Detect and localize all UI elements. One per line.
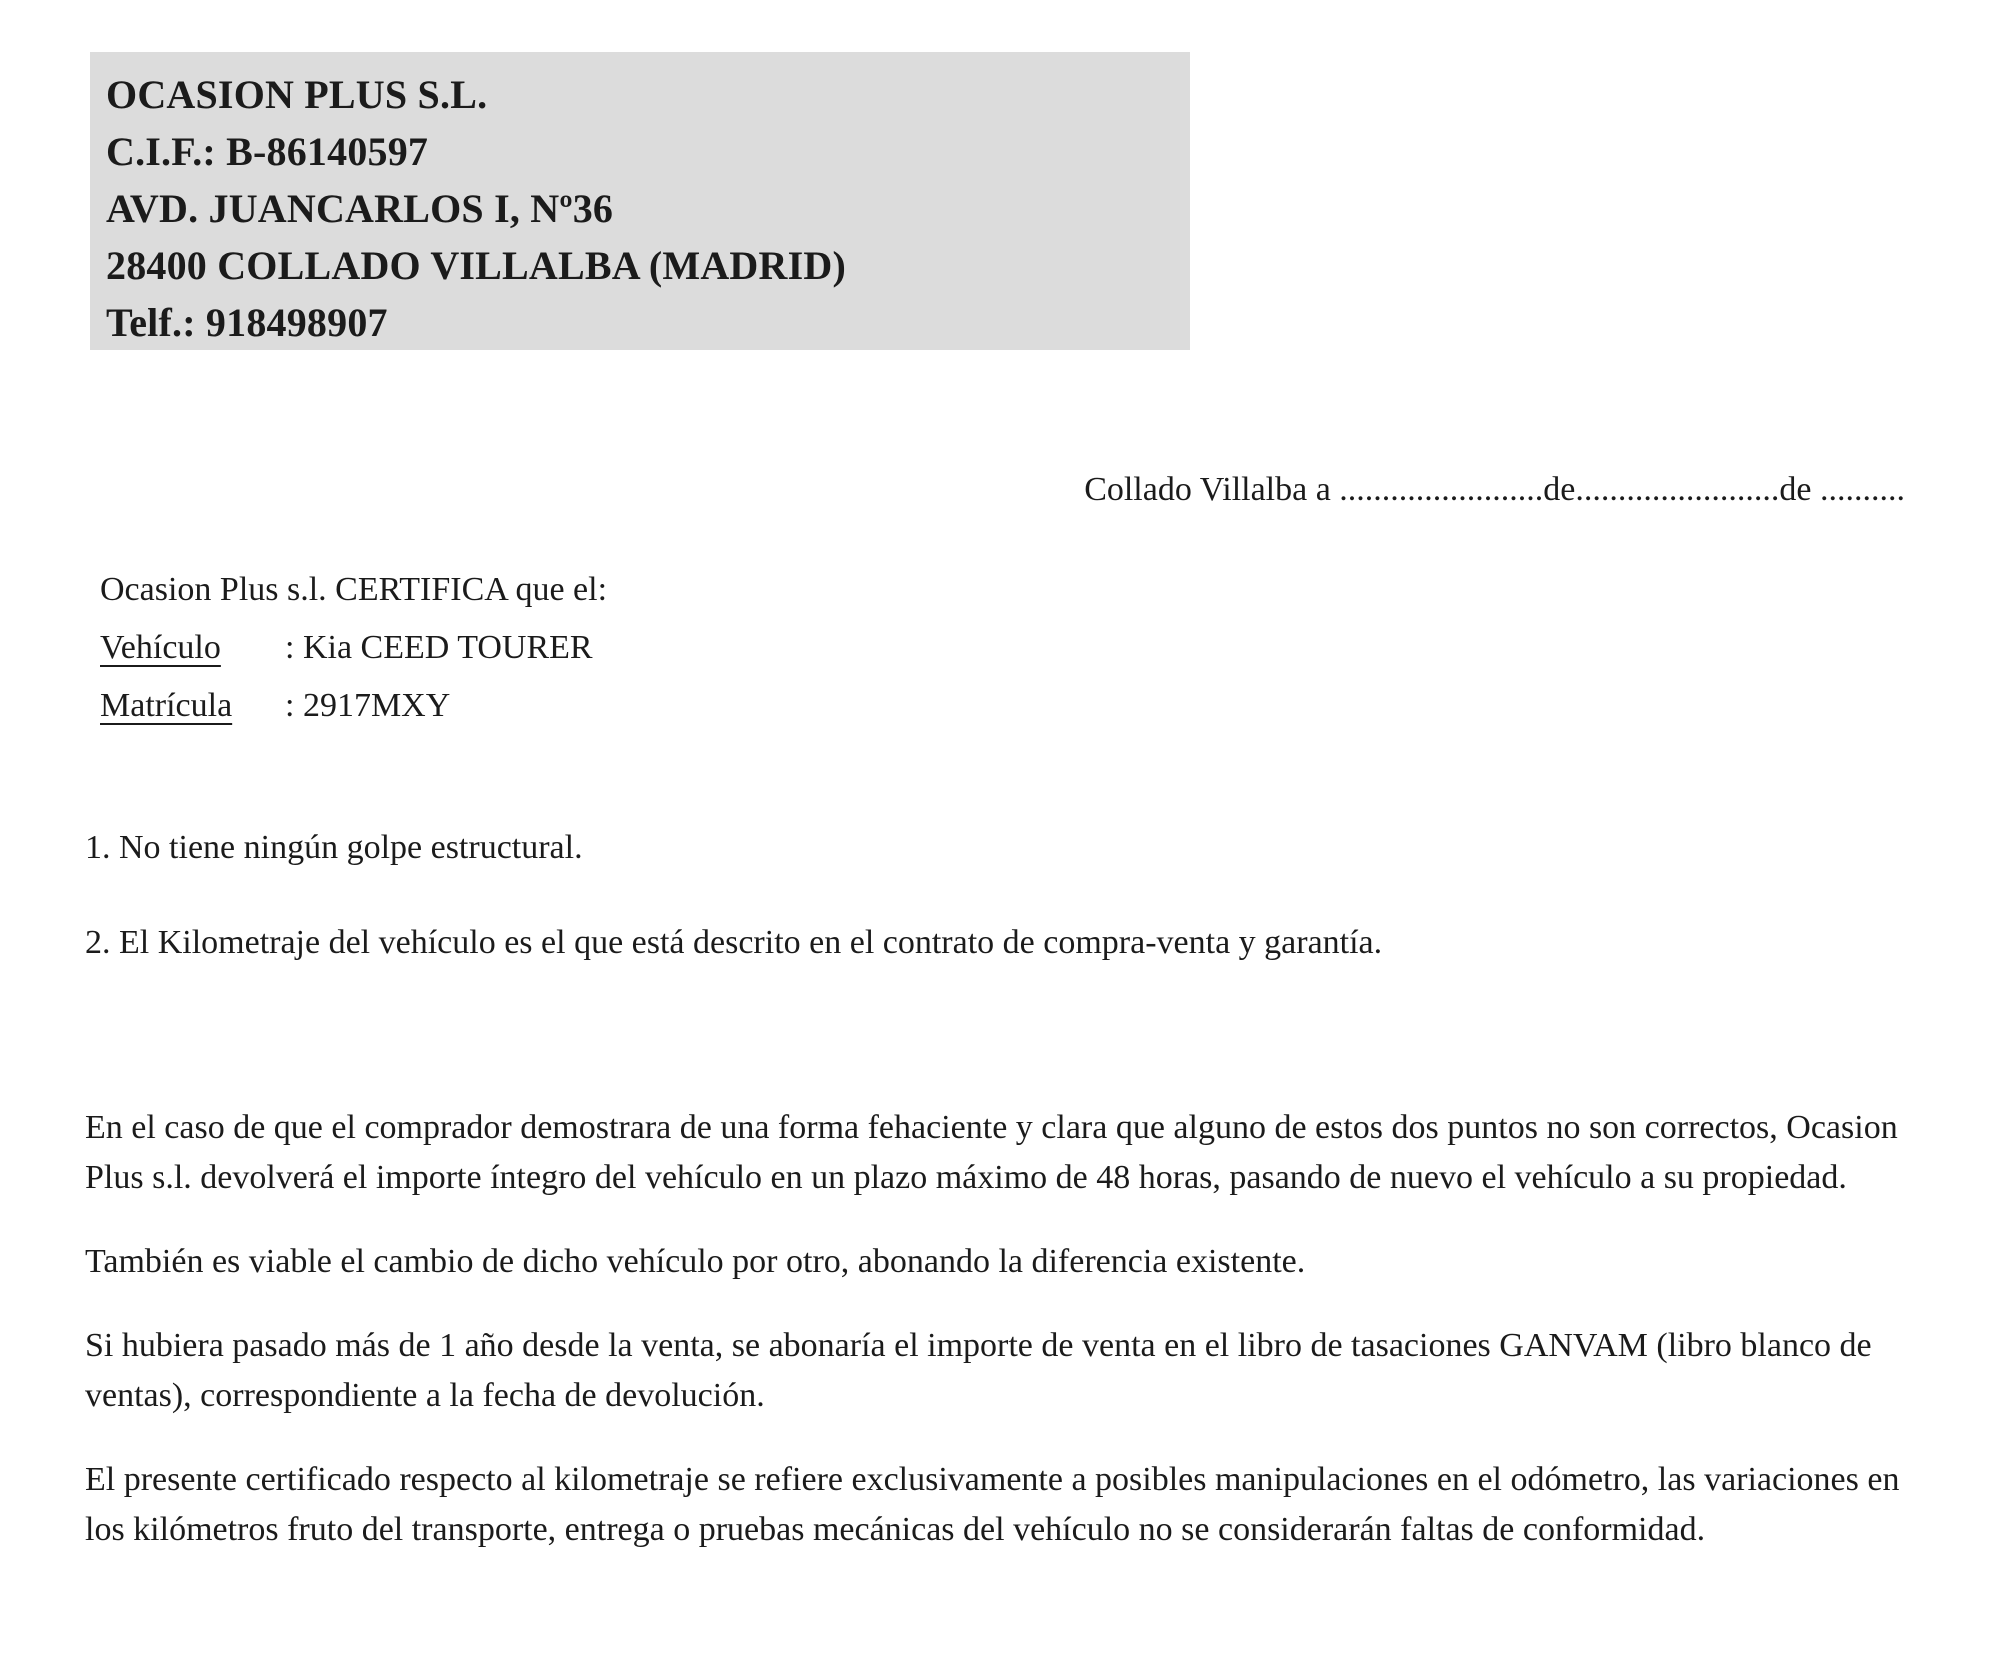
company-name: OCASION PLUS S.L. (106, 72, 488, 117)
plate-value: : 2917MXY (285, 687, 451, 724)
point-no-structural-damage: 1. No tiene ningún golpe estructural. (85, 829, 583, 866)
date-line: Collado Villalba a ........................de........................de .......... (1084, 471, 1905, 508)
company-cif: C.I.F.: B-86140597 (106, 129, 429, 174)
company-address: AVD. JUANCARLOS I, Nº36 (106, 186, 614, 231)
plate-label: Matrícula (100, 687, 233, 724)
vehicle-label: Vehículo (100, 629, 221, 666)
paragraph-odometer-disclaimer: El presente certificado respecto al kilometraje se refiere exclusivamente a posibles manipulaciones en el odómetro, las variaciones en los kilómetros fruto del transporte, entrega o pruebas mecánicas del vehículo no se considerarán faltas de conformidad. (85, 1461, 1900, 1548)
company-phone: Telf.: 918498907 (106, 300, 388, 345)
plate-row (100, 677, 2000, 735)
paragraph-exchange-option: También es viable el cambio de dicho vehículo por otro, abonando la diferencia existente. (85, 1243, 1306, 1280)
numbered-points (85, 823, 1915, 968)
certificate-intro: Ocasion Plus s.l. CERTIFICA que el: (100, 571, 608, 608)
point-mileage: 2. El Kilometraje del vehículo es el que está descrito en el contrato de compra-venta y garantía. (85, 924, 1383, 961)
paragraph-ganvam-valuation: Si hubiera pasado más de 1 año desde la venta, se abonaría el importe de venta en el libro de tasaciones GANVAM (libro blanco de ventas), correspondiente a la fecha de devolución. (85, 1327, 1872, 1414)
vehicle-row (100, 619, 2000, 677)
certificate-section (100, 561, 2000, 735)
company-city: 28400 COLLADO VILLALBA (MADRID) (106, 243, 846, 288)
vehicle-label-cell (100, 619, 285, 677)
vehicle-value: : Kia CEED TOURER (285, 629, 593, 666)
plate-label-cell (100, 677, 285, 735)
company-header-block (90, 52, 1190, 350)
paragraph-refund-terms: En el caso de que el comprador demostrara de una forma fehaciente y clara que alguno de estos dos puntos no son correctos, Ocasion Plus s.l. devolverá el importe íntegro del vehículo en un plazo máximo de 48 horas, pasando de nuevo el vehículo a su propiedad. (85, 1109, 1898, 1196)
body-paragraphs (85, 1103, 1915, 1555)
